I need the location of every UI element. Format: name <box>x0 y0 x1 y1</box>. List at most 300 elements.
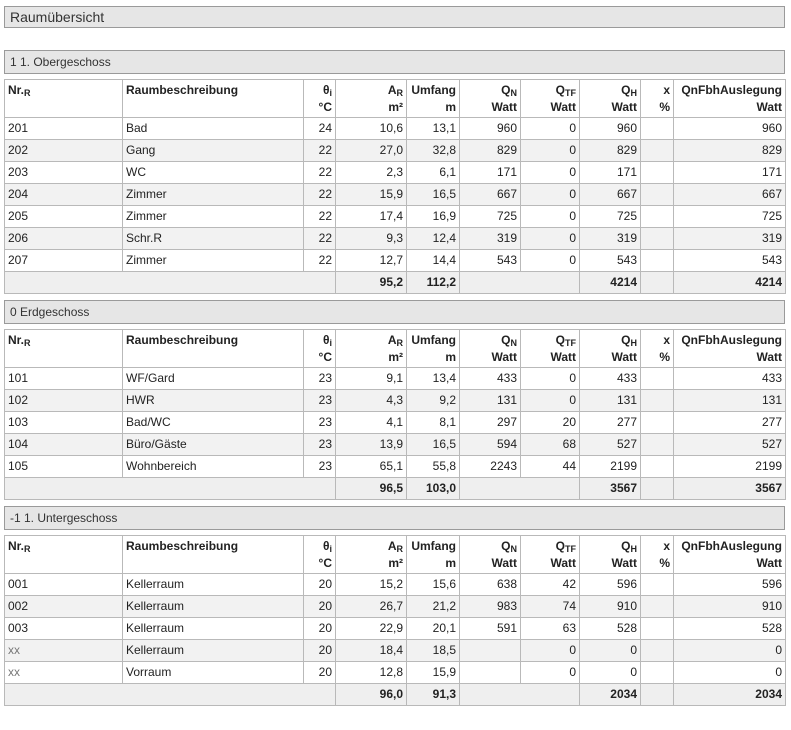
cell-qh: 725 <box>580 206 641 228</box>
column-header-qh <box>580 330 641 368</box>
cell-desc: Büro/Gäste <box>123 434 304 456</box>
cell-qh: 960 <box>580 118 641 140</box>
cell-desc: Kellerraum <box>123 596 304 618</box>
cell-desc: Zimmer <box>123 206 304 228</box>
column-header-main: A <box>387 83 397 97</box>
section-title: 1 1. Obergeschoss <box>4 50 785 74</box>
table-row <box>5 390 786 412</box>
totals-blank-x <box>641 272 674 294</box>
table-row <box>5 162 786 184</box>
column-header-unit: Watt <box>611 350 637 364</box>
column-header-main: A <box>387 333 397 347</box>
table-row <box>5 206 786 228</box>
cell-qnfbh: 0 <box>674 662 786 684</box>
column-header-theta <box>304 330 336 368</box>
cell-qtf: 0 <box>521 228 580 250</box>
total-area: 95,2 <box>336 272 407 294</box>
table-row <box>5 456 786 478</box>
cell-x <box>641 596 674 618</box>
column-header-unit: Watt <box>550 556 576 570</box>
cell-qnfbh: 960 <box>674 118 786 140</box>
cell-theta: 23 <box>304 434 336 456</box>
column-header-label <box>339 332 403 349</box>
cell-area: 12,8 <box>336 662 407 684</box>
cell-desc: Kellerraum <box>123 574 304 596</box>
column-header-label <box>339 82 403 99</box>
total-umfang: 91,3 <box>407 684 460 706</box>
column-header-qh <box>580 80 641 118</box>
cell-nr: 204 <box>5 184 123 206</box>
column-header-main: Umfang <box>411 83 456 97</box>
column-header-umfang <box>407 536 460 574</box>
total-qh: 3567 <box>580 478 641 500</box>
cell-theta: 23 <box>304 368 336 390</box>
cell-area: 17,4 <box>336 206 407 228</box>
total-umfang: 112,2 <box>407 272 460 294</box>
column-header-main: Q <box>621 539 631 553</box>
column-header-subscript: R <box>396 88 403 98</box>
column-header-subscript: R <box>24 88 31 98</box>
totals-spacer <box>5 684 336 706</box>
column-header-desc <box>123 80 304 118</box>
cell-x <box>641 206 674 228</box>
cell-x <box>641 162 674 184</box>
cell-qh: 0 <box>580 662 641 684</box>
column-header-umfang <box>407 330 460 368</box>
column-header-unit: % <box>659 350 670 364</box>
cell-area: 65,1 <box>336 456 407 478</box>
cell-qnfbh: 528 <box>674 618 786 640</box>
column-header-nr <box>5 80 123 118</box>
cell-qtf: 63 <box>521 618 580 640</box>
cell-area: 2,3 <box>336 162 407 184</box>
column-header-label <box>524 82 576 99</box>
cell-umfang: 55,8 <box>407 456 460 478</box>
cell-desc: Bad/WC <box>123 412 304 434</box>
column-header-unit: Watt <box>756 350 782 364</box>
total-umfang: 103,0 <box>407 478 460 500</box>
cell-umfang: 15,6 <box>407 574 460 596</box>
column-header-main: A <box>387 539 397 553</box>
cell-umfang: 18,5 <box>407 640 460 662</box>
column-header-main: x <box>663 83 670 97</box>
column-header-qtf <box>521 536 580 574</box>
table-header-row <box>5 80 786 118</box>
cell-area: 9,1 <box>336 368 407 390</box>
cell-qh: 829 <box>580 140 641 162</box>
column-header-label <box>307 538 332 555</box>
cell-qh: 543 <box>580 250 641 272</box>
column-header-main: Raumbeschreibung <box>126 83 239 97</box>
table-row <box>5 596 786 618</box>
cell-qtf: 0 <box>521 184 580 206</box>
column-header-qh <box>580 536 641 574</box>
floor-section <box>4 506 785 706</box>
cell-qnfbh: 319 <box>674 228 786 250</box>
cell-theta: 20 <box>304 618 336 640</box>
column-header-unit: % <box>659 556 670 570</box>
totals-row <box>5 684 786 706</box>
cell-qh: 528 <box>580 618 641 640</box>
cell-qn: 433 <box>460 368 521 390</box>
cell-qn: 591 <box>460 618 521 640</box>
column-header-label <box>307 332 332 349</box>
cell-qh: 527 <box>580 434 641 456</box>
cell-qh: 277 <box>580 412 641 434</box>
column-header-unit <box>8 555 119 572</box>
column-header-subscript: i <box>329 88 332 98</box>
total-qnfbh: 4214 <box>674 272 786 294</box>
column-header-area <box>336 80 407 118</box>
column-header-label <box>463 538 517 555</box>
cell-qtf: 0 <box>521 206 580 228</box>
column-header-nr <box>5 536 123 574</box>
column-header-qn <box>460 536 521 574</box>
cell-umfang: 16,9 <box>407 206 460 228</box>
column-header-unit: Watt <box>491 556 517 570</box>
cell-umfang: 16,5 <box>407 184 460 206</box>
column-header-area <box>336 330 407 368</box>
totals-spacer <box>5 478 336 500</box>
column-header-unit: °C <box>318 100 332 114</box>
cell-qn: 983 <box>460 596 521 618</box>
page-title: Raumübersicht <box>4 6 785 28</box>
cell-theta: 23 <box>304 390 336 412</box>
cell-qn: 171 <box>460 162 521 184</box>
cell-x <box>641 640 674 662</box>
column-header-label <box>677 332 782 349</box>
cell-desc: HWR <box>123 390 304 412</box>
cell-qnfbh: 543 <box>674 250 786 272</box>
column-header-main: Umfang <box>411 333 456 347</box>
total-area: 96,5 <box>336 478 407 500</box>
column-header-unit: m <box>445 556 456 570</box>
column-header-qnfbh <box>674 536 786 574</box>
cell-qnfbh: 829 <box>674 140 786 162</box>
cell-qh: 596 <box>580 574 641 596</box>
cell-desc: WC <box>123 162 304 184</box>
cell-desc: Bad <box>123 118 304 140</box>
table-row <box>5 250 786 272</box>
column-header-unit: m² <box>388 100 403 114</box>
cell-area: 4,3 <box>336 390 407 412</box>
cell-theta: 20 <box>304 662 336 684</box>
cell-desc: Zimmer <box>123 184 304 206</box>
column-header-subscript: H <box>630 338 637 348</box>
column-header-label <box>410 332 456 349</box>
cell-desc: Gang <box>123 140 304 162</box>
cell-umfang: 12,4 <box>407 228 460 250</box>
cell-qnfbh: 0 <box>674 640 786 662</box>
room-table <box>4 79 786 294</box>
column-header-main: Q <box>621 333 631 347</box>
column-header-main: Nr. <box>8 83 25 97</box>
column-header-unit: Watt <box>491 100 517 114</box>
column-header-unit: m² <box>388 556 403 570</box>
cell-nr: 103 <box>5 412 123 434</box>
cell-theta: 23 <box>304 456 336 478</box>
cell-qh: 319 <box>580 228 641 250</box>
cell-qtf: 0 <box>521 368 580 390</box>
cell-area: 12,7 <box>336 250 407 272</box>
table-row <box>5 228 786 250</box>
cell-nr: 101 <box>5 368 123 390</box>
cell-x <box>641 140 674 162</box>
cell-qn: 543 <box>460 250 521 272</box>
totals-blank <box>460 272 580 294</box>
column-header-unit: Watt <box>550 350 576 364</box>
cell-nr: 202 <box>5 140 123 162</box>
floor-section <box>4 50 785 294</box>
cell-nr: xx <box>5 640 123 662</box>
column-header-unit: Watt <box>611 556 637 570</box>
cell-qnfbh: 433 <box>674 368 786 390</box>
column-header-main: Umfang <box>411 539 456 553</box>
cell-area: 9,3 <box>336 228 407 250</box>
cell-qn: 319 <box>460 228 521 250</box>
total-qh: 2034 <box>580 684 641 706</box>
cell-qn: 131 <box>460 390 521 412</box>
column-header-label <box>524 538 576 555</box>
cell-theta: 24 <box>304 118 336 140</box>
cell-qn: 725 <box>460 206 521 228</box>
table-row <box>5 662 786 684</box>
cell-qn: 667 <box>460 184 521 206</box>
cell-umfang: 16,5 <box>407 434 460 456</box>
cell-umfang: 15,9 <box>407 662 460 684</box>
cell-nr: 003 <box>5 618 123 640</box>
cell-nr: 205 <box>5 206 123 228</box>
cell-area: 22,9 <box>336 618 407 640</box>
column-header-main: Nr. <box>8 333 25 347</box>
column-header-main: Nr. <box>8 539 25 553</box>
cell-nr: 206 <box>5 228 123 250</box>
cell-umfang: 32,8 <box>407 140 460 162</box>
column-header-unit: Watt <box>611 100 637 114</box>
column-header-qtf <box>521 330 580 368</box>
cell-qn: 2243 <box>460 456 521 478</box>
table-row <box>5 412 786 434</box>
column-header-label <box>307 82 332 99</box>
column-header-unit <box>126 555 300 572</box>
column-header-subscript: TF <box>565 338 576 348</box>
cell-nr: 002 <box>5 596 123 618</box>
total-area: 96,0 <box>336 684 407 706</box>
cell-area: 4,1 <box>336 412 407 434</box>
totals-row <box>5 478 786 500</box>
cell-qh: 131 <box>580 390 641 412</box>
column-header-subscript: N <box>510 338 517 348</box>
column-header-label <box>463 82 517 99</box>
column-header-unit: m² <box>388 350 403 364</box>
cell-x <box>641 456 674 478</box>
cell-area: 13,9 <box>336 434 407 456</box>
cell-qn <box>460 640 521 662</box>
column-header-subscript: R <box>396 544 403 554</box>
cell-nr: 105 <box>5 456 123 478</box>
column-header-subscript: TF <box>565 88 576 98</box>
column-header-area <box>336 536 407 574</box>
cell-theta: 22 <box>304 206 336 228</box>
column-header-label <box>8 538 119 555</box>
cell-x <box>641 574 674 596</box>
cell-qnfbh: 527 <box>674 434 786 456</box>
cell-qnfbh: 2199 <box>674 456 786 478</box>
cell-qtf: 44 <box>521 456 580 478</box>
table-header-row <box>5 330 786 368</box>
total-qh: 4214 <box>580 272 641 294</box>
column-header-label <box>339 538 403 555</box>
column-header-label <box>8 332 119 349</box>
cell-area: 15,2 <box>336 574 407 596</box>
floor-sections <box>4 50 785 706</box>
column-header-unit <box>8 99 119 116</box>
column-header-unit: Watt <box>756 100 782 114</box>
room-overview-page <box>4 6 785 706</box>
column-header-x <box>641 330 674 368</box>
cell-umfang: 13,4 <box>407 368 460 390</box>
cell-theta: 20 <box>304 596 336 618</box>
cell-theta: 20 <box>304 574 336 596</box>
column-header-label <box>126 538 300 555</box>
column-header-main: Raumbeschreibung <box>126 333 239 347</box>
column-header-unit <box>126 349 300 366</box>
cell-desc: Zimmer <box>123 250 304 272</box>
column-header-nr <box>5 330 123 368</box>
room-table <box>4 535 786 706</box>
column-header-main: QnFbhAuslegung <box>681 83 782 97</box>
cell-area: 26,7 <box>336 596 407 618</box>
column-header-main: QnFbhAuslegung <box>681 539 782 553</box>
cell-qtf: 0 <box>521 140 580 162</box>
cell-x <box>641 228 674 250</box>
totals-blank <box>460 478 580 500</box>
column-header-label <box>126 332 300 349</box>
floor-section <box>4 300 785 500</box>
column-header-unit: m <box>445 350 456 364</box>
cell-qtf: 0 <box>521 250 580 272</box>
column-header-qn <box>460 330 521 368</box>
cell-qnfbh: 131 <box>674 390 786 412</box>
column-header-subscript: R <box>396 338 403 348</box>
column-header-main: Q <box>555 333 565 347</box>
column-header-label <box>644 332 670 349</box>
column-header-label <box>677 538 782 555</box>
table-row <box>5 640 786 662</box>
cell-x <box>641 250 674 272</box>
totals-blank-x <box>641 684 674 706</box>
cell-area: 15,9 <box>336 184 407 206</box>
cell-x <box>641 118 674 140</box>
cell-theta: 22 <box>304 250 336 272</box>
cell-x <box>641 390 674 412</box>
column-header-subscript: TF <box>565 544 576 554</box>
column-header-label <box>126 82 300 99</box>
cell-x <box>641 184 674 206</box>
cell-qh: 2199 <box>580 456 641 478</box>
cell-umfang: 8,1 <box>407 412 460 434</box>
column-header-subscript: H <box>630 88 637 98</box>
column-header-desc <box>123 536 304 574</box>
cell-desc: Schr.R <box>123 228 304 250</box>
cell-qnfbh: 596 <box>674 574 786 596</box>
column-header-subscript: H <box>630 544 637 554</box>
cell-desc: Wohnbereich <box>123 456 304 478</box>
total-qnfbh: 2034 <box>674 684 786 706</box>
column-header-subscript: i <box>329 338 332 348</box>
cell-qh: 433 <box>580 368 641 390</box>
cell-x <box>641 434 674 456</box>
cell-qh: 910 <box>580 596 641 618</box>
column-header-label <box>410 538 456 555</box>
cell-qn: 960 <box>460 118 521 140</box>
cell-umfang: 14,4 <box>407 250 460 272</box>
cell-qtf: 0 <box>521 662 580 684</box>
cell-qtf: 0 <box>521 390 580 412</box>
totals-blank <box>460 684 580 706</box>
cell-area: 18,4 <box>336 640 407 662</box>
column-header-unit <box>126 99 300 116</box>
cell-desc: Kellerraum <box>123 640 304 662</box>
total-qnfbh: 3567 <box>674 478 786 500</box>
table-row <box>5 434 786 456</box>
totals-spacer <box>5 272 336 294</box>
column-header-main: Q <box>555 539 565 553</box>
column-header-umfang <box>407 80 460 118</box>
column-header-x <box>641 536 674 574</box>
cell-nr: xx <box>5 662 123 684</box>
cell-qnfbh: 277 <box>674 412 786 434</box>
cell-qtf: 0 <box>521 162 580 184</box>
table-row <box>5 618 786 640</box>
cell-x <box>641 412 674 434</box>
column-header-main: θ <box>322 539 330 553</box>
column-header-subscript: R <box>24 338 31 348</box>
totals-blank-x <box>641 478 674 500</box>
table-row <box>5 140 786 162</box>
column-header-desc <box>123 330 304 368</box>
table-header-row <box>5 536 786 574</box>
column-header-unit: Watt <box>756 556 782 570</box>
cell-nr: 201 <box>5 118 123 140</box>
column-header-label <box>524 332 576 349</box>
cell-qn <box>460 662 521 684</box>
column-header-unit: °C <box>318 556 332 570</box>
column-header-qnfbh <box>674 330 786 368</box>
table-row <box>5 118 786 140</box>
cell-qnfbh: 725 <box>674 206 786 228</box>
column-header-label <box>583 538 637 555</box>
cell-nr: 207 <box>5 250 123 272</box>
cell-x <box>641 368 674 390</box>
cell-nr: 102 <box>5 390 123 412</box>
cell-qtf: 0 <box>521 640 580 662</box>
column-header-unit: Watt <box>491 350 517 364</box>
cell-theta: 22 <box>304 184 336 206</box>
column-header-main: x <box>663 333 670 347</box>
column-header-label <box>677 82 782 99</box>
room-table <box>4 329 786 500</box>
column-header-subscript: i <box>329 544 332 554</box>
cell-theta: 23 <box>304 412 336 434</box>
column-header-main: Q <box>555 83 565 97</box>
cell-qh: 171 <box>580 162 641 184</box>
column-header-theta <box>304 536 336 574</box>
column-header-main: θ <box>322 83 330 97</box>
column-header-label <box>410 82 456 99</box>
column-header-main: Q <box>501 539 511 553</box>
cell-theta: 20 <box>304 640 336 662</box>
